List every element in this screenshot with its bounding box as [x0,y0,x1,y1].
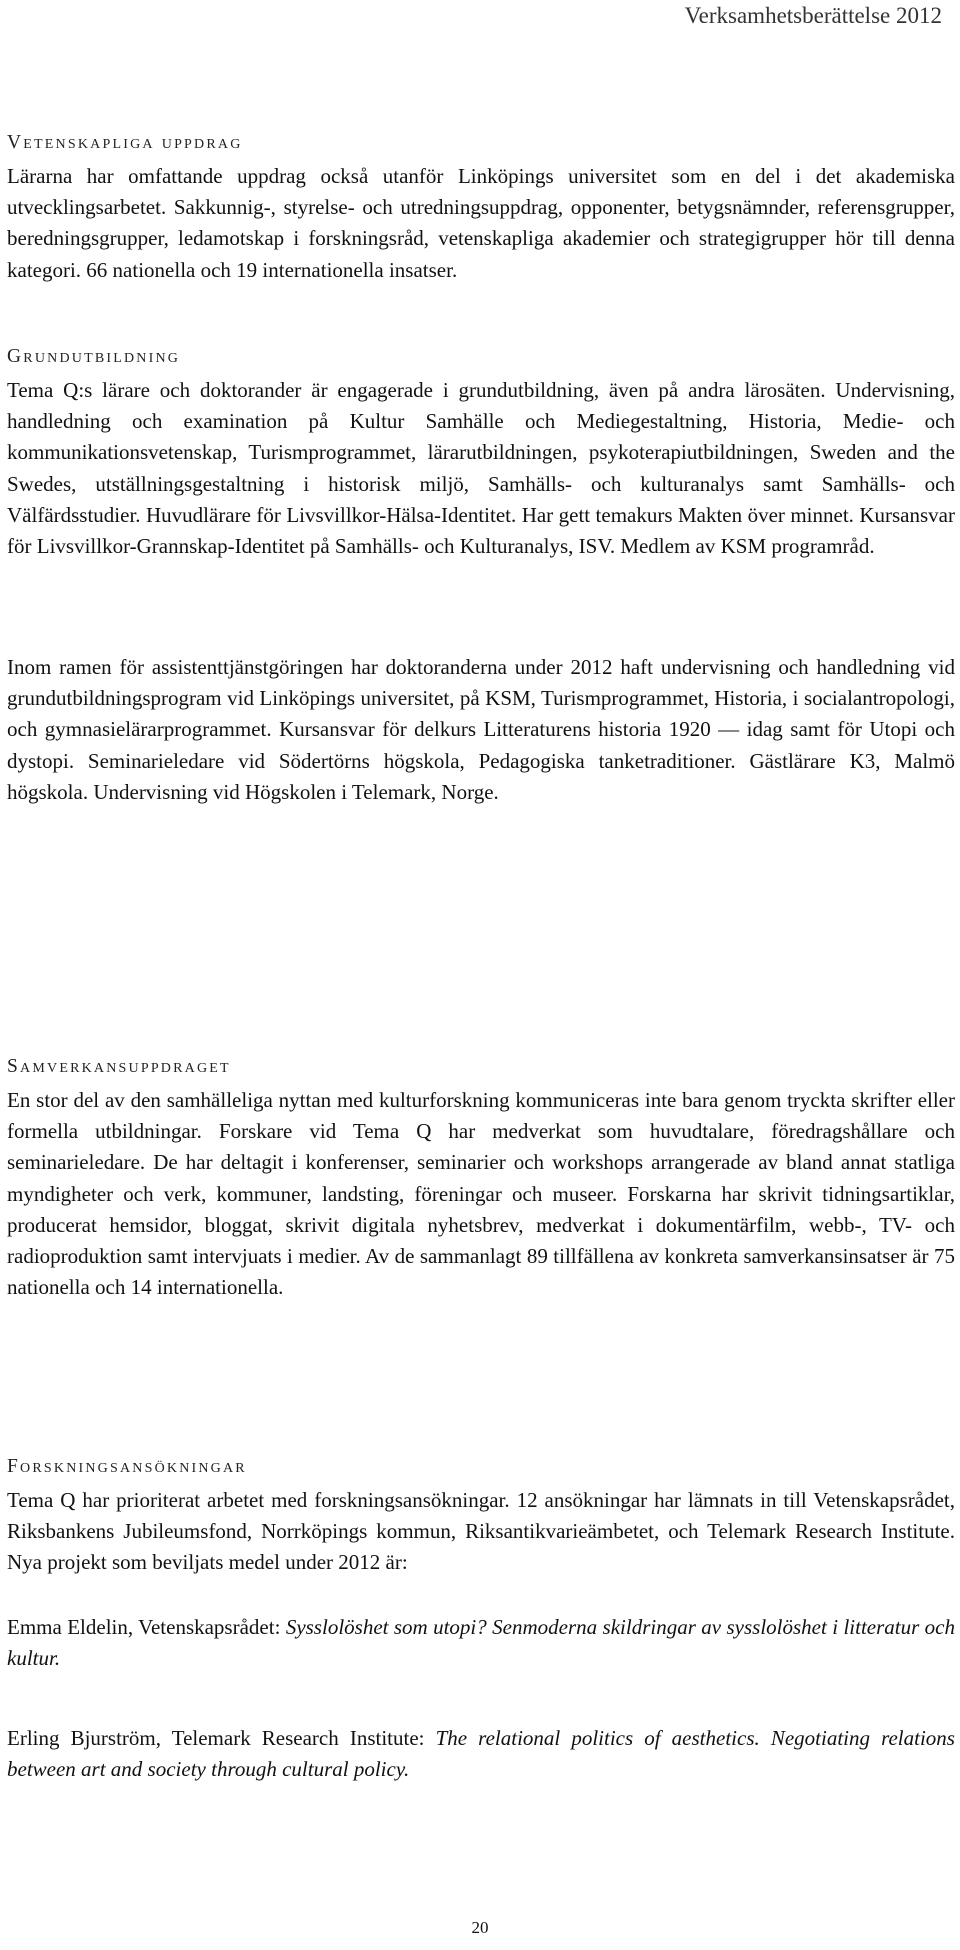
running-header: Verksamhetsberättelse 2012 [684,3,942,28]
section-heading-forskning: Forskningsansökningar [7,1456,247,1477]
project-2-title: The relational politics of aesthetics. Negotiating relations between art and society through cultural policy. [7,1726,955,1782]
paragraph-vetenskapliga: Lärarna har omfattande uppdrag också utanför Linköpings universitet som en del i det akademiska utvecklingsarbetet. Sakkunnig-, styrelse- och utredningsuppdrag, opponenter, betygsnämnder, referensgrupper, beredningsgrupper, ledamotskap i forskningsråd, vetenskapliga akademier och strategigrupper hör till denna kategori. 66 nationella och 19 internationella insatser. [7,164,955,282]
project-1-title: Sysslolöshet som utopi? Senmoderna skildringar av sysslolöshet i litteratur och kultur. [7,1615,956,1671]
project-2-lead: Erling Bjurström, Telemark Research Institute: [7,1726,436,1750]
paragraph-forskning: Tema Q har prioriterat arbetet med forskningsansökningar. 12 ansökningar har lämnats in till Vetenskapsrådet, Riksbankens Jubileumsfond, Norrköpings kommun, Riksantikvarieämbetet, och Telemark Research Institute. Nya projekt som beviljats medel under 2012 är: [7,1488,955,1575]
section-heading-grundutbildning: Grundutbildning [7,346,181,367]
project-1-lead: Emma Eldelin, Vetenskapsrådet: [7,1615,286,1639]
paragraph-grundutbildning-2: Inom ramen för assistenttjänstgöringen har doktoranderna under 2012 haft undervisning och handledning vid grundutbildningsprogram vid Linköpings universitet, på KSM, Turismprogrammet, Historia, i socialantropologi, och gymnasielärarprogrammet. Kursansvar för delkurs Litteraturens historia 1920 — idag samt för Utopi och dystopi. Seminarieledare vid Södertörns högskola, Pedagogiska tanketraditioner. Gästlärare K3, Malmö högskola. Undervisning vid Högskolen i Telemark, Norge. [7,655,955,804]
page-number: 20 [471,1918,489,1937]
section-heading-vetenskapliga: Vetenskapliga uppdrag [7,132,243,153]
project-entry-2 [7,1723,955,1785]
section-heading-samverkan: Samverkansuppdraget [7,1056,231,1077]
project-entry-1 [7,1612,955,1674]
paragraph-grundutbildning-1: Tema Q:s lärare och doktorander är engagerade i grundutbildning, även på andra lärosäten. Undervisning, handledning och examination på Kultur Samhälle och Mediegestaltning, Historia, Medie- och kommunikationsvetenskap, Turismprogrammet, lärarutbildningen, psykoterapiutbildningen, Sweden and the Swedes, utställningsgestaltning i historisk miljö, Samhälls- och kulturanalys samt Samhälls- och Välfärdsstudier. Huvudlärare för Livsvillkor-Hälsa-Identitet. Har gett temakurs Makten över minnet. Kursansvar för Livsvillkor-Grannskap-Identitet på Samhälls- och Kulturanalys, ISV. Medlem av KSM programråd. [7,378,955,559]
paragraph-samverkan: En stor del av den samhälleliga nyttan med kulturforskning kommuniceras inte bara genom tryckta skrifter eller formella utbildningar. Forskare vid Tema Q har medverkat som huvudtalare, föredragshållare och seminarieledare. De har deltagit i konferenser, seminarier och workshops arrangerade av bland annat statliga myndigheter och verk, kommuner, landsting, föreningar och museer. Forskarna har skrivit tidningsartiklar, producerat hemsidor, bloggat, skrivit digitala nyhetsbrev, medverkat i dokumentärfilm, webb-, TV- och radioproduktion samt intervjuats i medier. Av de sammanlagt 89 tillfällena av konkreta samverkansinsatser är 75 nationella och 14 internationella. [7,1088,955,1300]
